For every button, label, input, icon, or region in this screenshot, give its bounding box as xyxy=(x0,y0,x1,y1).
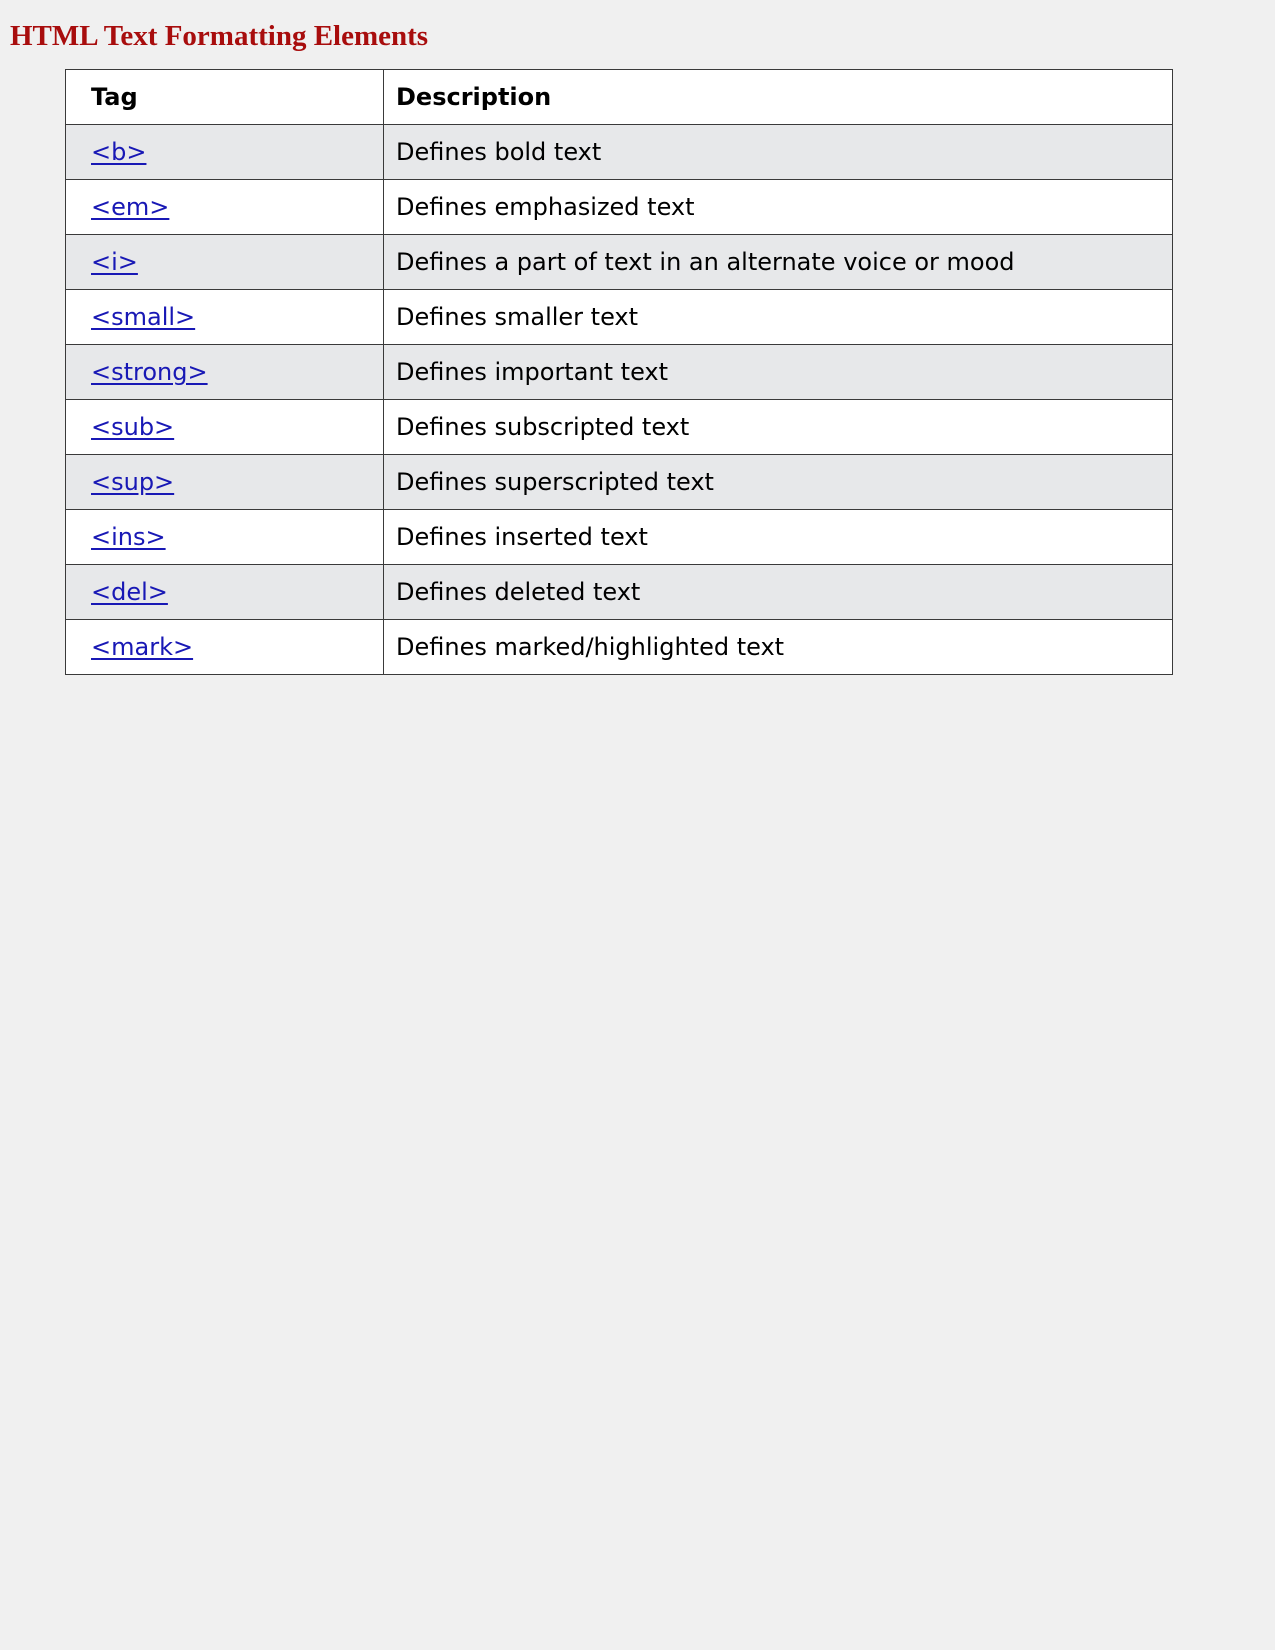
table-row xyxy=(66,565,1173,620)
tag-cell xyxy=(66,620,384,675)
table-row xyxy=(66,510,1173,565)
formatting-elements-table xyxy=(65,69,1173,675)
table-row xyxy=(66,400,1173,455)
table-row xyxy=(66,125,1173,180)
tag-link-i[interactable]: <i> xyxy=(91,248,138,276)
tag-link-del[interactable]: <del> xyxy=(91,578,168,606)
table-row xyxy=(66,180,1173,235)
table-header-row xyxy=(66,70,1173,125)
tag-link-sup[interactable]: <sup> xyxy=(91,468,175,496)
description-cell: Defines subscripted text xyxy=(384,400,1173,455)
tag-cell xyxy=(66,345,384,400)
header-tag: Tag xyxy=(66,70,384,125)
tag-link-ins[interactable]: <ins> xyxy=(91,523,166,551)
page-title: HTML Text Formatting Elements xyxy=(10,20,429,52)
tag-cell xyxy=(66,125,384,180)
tag-cell xyxy=(66,565,384,620)
tag-cell xyxy=(66,455,384,510)
tag-cell xyxy=(66,290,384,345)
description-cell: Defines important text xyxy=(384,345,1173,400)
tag-link-strong[interactable]: <strong> xyxy=(91,358,208,386)
description-cell: Defines superscripted text xyxy=(384,455,1173,510)
tag-cell xyxy=(66,235,384,290)
tag-link-mark[interactable]: <mark> xyxy=(91,633,194,661)
description-cell: Defines inserted text xyxy=(384,510,1173,565)
tag-cell xyxy=(66,400,384,455)
tag-link-b[interactable]: <b> xyxy=(91,138,147,166)
description-cell: Defines marked/highlighted text xyxy=(384,620,1173,675)
header-description: Description xyxy=(384,70,1173,125)
description-cell: Defines deleted text xyxy=(384,565,1173,620)
tag-link-small[interactable]: <small> xyxy=(91,303,196,331)
tag-link-sub[interactable]: <sub> xyxy=(91,413,175,441)
table-row xyxy=(66,620,1173,675)
tag-cell xyxy=(66,180,384,235)
table-row xyxy=(66,455,1173,510)
description-cell: Defines a part of text in an alternate voice or mood xyxy=(384,235,1173,290)
tag-link-em[interactable]: <em> xyxy=(91,193,170,221)
tag-cell xyxy=(66,510,384,565)
description-cell: Defines emphasized text xyxy=(384,180,1173,235)
description-cell: Defines bold text xyxy=(384,125,1173,180)
description-cell: Defines smaller text xyxy=(384,290,1173,345)
table-row xyxy=(66,290,1173,345)
table-row xyxy=(66,235,1173,290)
table-row xyxy=(66,345,1173,400)
